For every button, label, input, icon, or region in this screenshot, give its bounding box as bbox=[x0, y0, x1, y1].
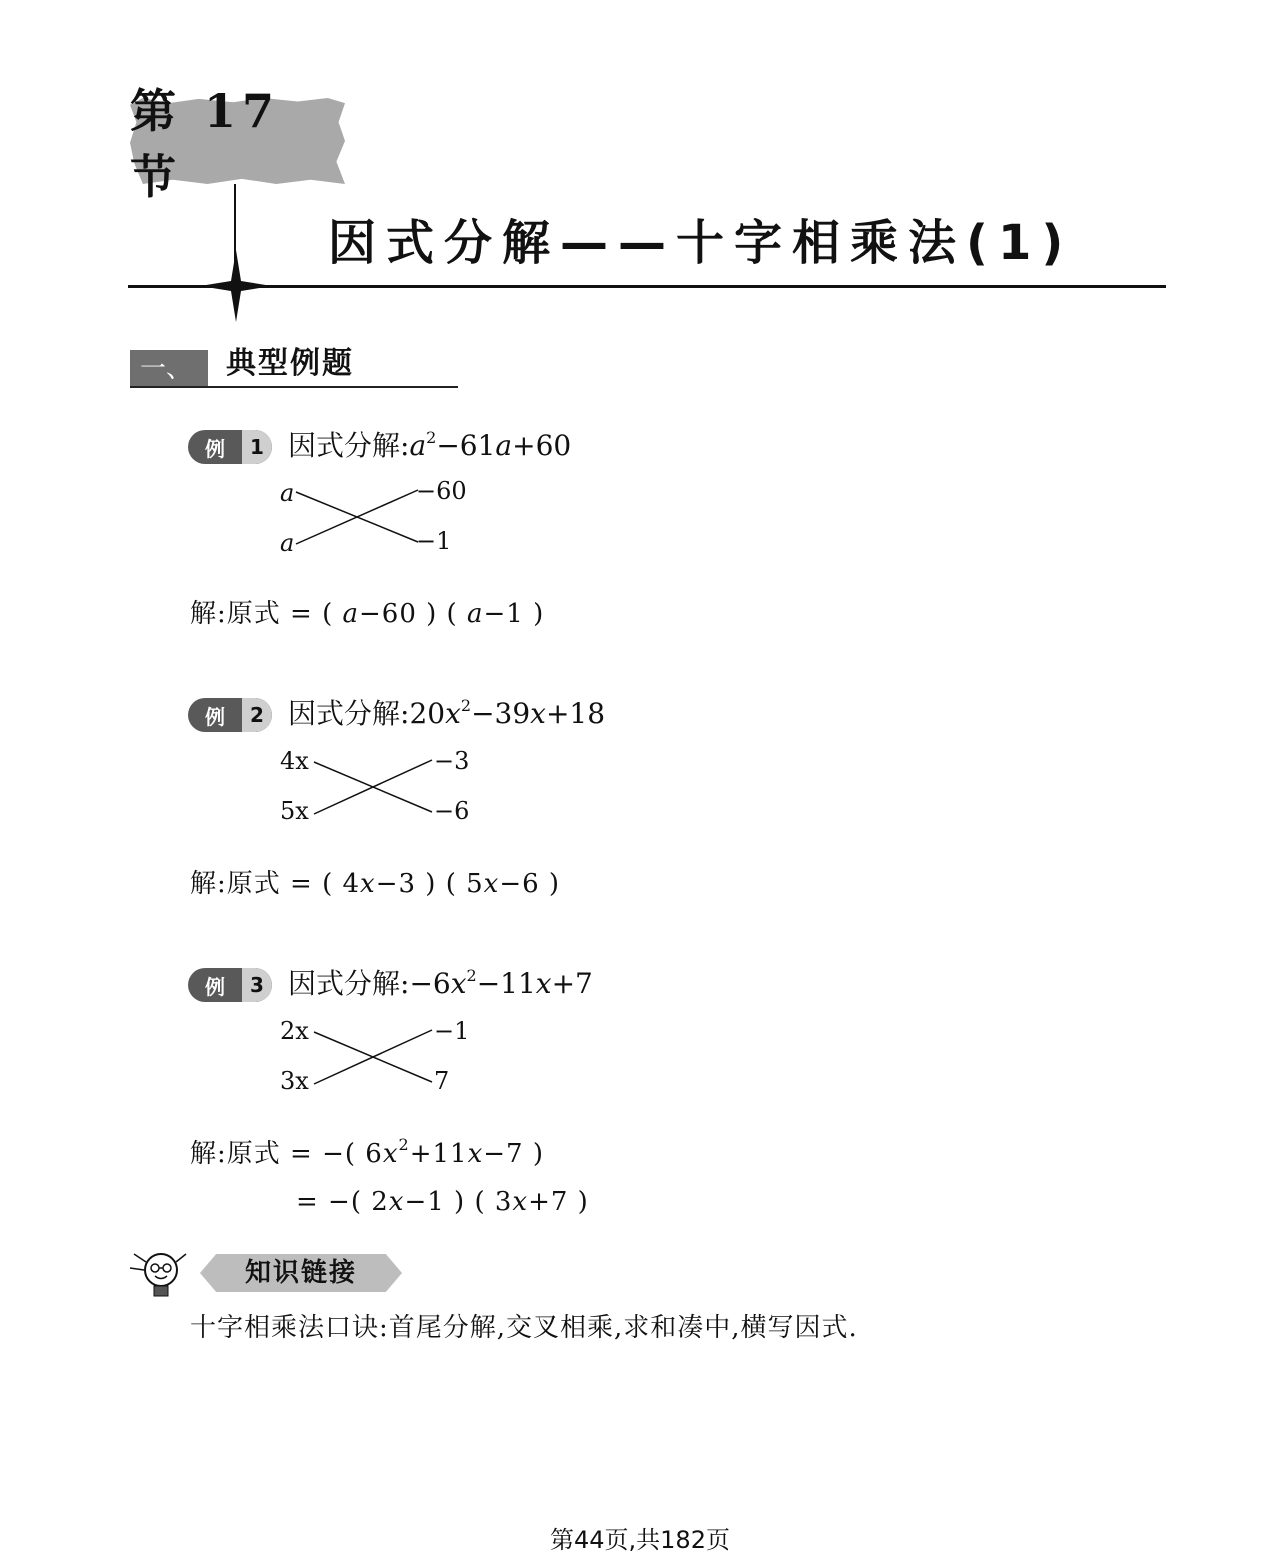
cross-left-bottom: 5x bbox=[280, 797, 309, 825]
title-rule bbox=[128, 285, 1166, 288]
example-2-problem: 因式分解$:20x^2-39x+18$ bbox=[288, 696, 606, 730]
example-1-badge bbox=[188, 430, 272, 464]
cross-right-bottom: 7 bbox=[434, 1067, 450, 1095]
problem-prompt: 因式分解: bbox=[288, 967, 410, 1000]
lightbulb-icon bbox=[128, 1244, 192, 1302]
cross-right-top: −3 bbox=[434, 747, 470, 775]
example-3-problem: 因式分解$:-6x^2-11x+7$ bbox=[288, 966, 593, 1000]
cross-right-bottom: −1 bbox=[416, 527, 452, 555]
cross-lines bbox=[312, 1026, 436, 1088]
knowledge-text: 十字相乘法口诀:首尾分解,交叉相乘,求和凑中,横写因式. bbox=[190, 1313, 858, 1343]
problem-prompt: 因式分解: bbox=[288, 429, 410, 462]
example-3-solution-line-1: 解:原式 = −( $6x^2+11x-7$ ) bbox=[190, 1135, 544, 1169]
example-number: 2 bbox=[242, 698, 272, 732]
cross-left-top: a bbox=[280, 479, 295, 507]
cross-lines bbox=[312, 756, 436, 818]
chapter-title: 因式分解——十字相乘法(1) bbox=[328, 215, 1074, 271]
solution-prefix: 解:原式 bbox=[190, 599, 281, 629]
cross-left-bottom: a bbox=[280, 529, 295, 557]
knowledge-label: 知识链接 bbox=[244, 1258, 357, 1288]
star-ornament-icon bbox=[200, 250, 272, 322]
cross-right-top: −60 bbox=[416, 477, 467, 505]
example-number: 3 bbox=[242, 968, 272, 1002]
solution-prefix: 解:原式 bbox=[190, 869, 281, 899]
example-2-solution: 解:原式 = ( 4x−3 ) ( 5x−6 ) bbox=[190, 869, 561, 899]
example-number: 1 bbox=[242, 430, 272, 464]
page-indicator: 第44页,共182页 bbox=[550, 1526, 730, 1554]
cross-lines bbox=[294, 486, 422, 548]
cross-right-bottom: −6 bbox=[434, 797, 470, 825]
subheading-number: 一、 bbox=[130, 350, 208, 388]
problem-prompt: 因式分解: bbox=[288, 697, 410, 730]
example-1-solution: 解:原式 = ( a−60 ) ( a−1 ) bbox=[190, 599, 545, 629]
example-2-badge bbox=[188, 698, 272, 732]
example-1-problem: 因式分解$:a^2-61a+60$ bbox=[288, 428, 572, 462]
example-label: 例 bbox=[205, 704, 225, 729]
subheading-title: 典型例题 bbox=[226, 346, 354, 381]
example-label: 例 bbox=[205, 974, 225, 999]
section-label: 第 17 节 bbox=[130, 84, 281, 204]
cross-left-top: 2x bbox=[280, 1017, 309, 1045]
example-3-solution-line-2: = −( 2x−1 ) ( 3x+7 ) bbox=[296, 1187, 589, 1217]
example-3-badge bbox=[188, 968, 272, 1002]
cross-left-bottom: 3x bbox=[280, 1067, 309, 1095]
example-label: 例 bbox=[205, 436, 225, 461]
solution-prefix: 解:原式 bbox=[190, 1139, 281, 1169]
cross-left-top: 4x bbox=[280, 747, 309, 775]
subheading-rule bbox=[130, 386, 458, 388]
cross-right-top: −1 bbox=[434, 1017, 470, 1045]
